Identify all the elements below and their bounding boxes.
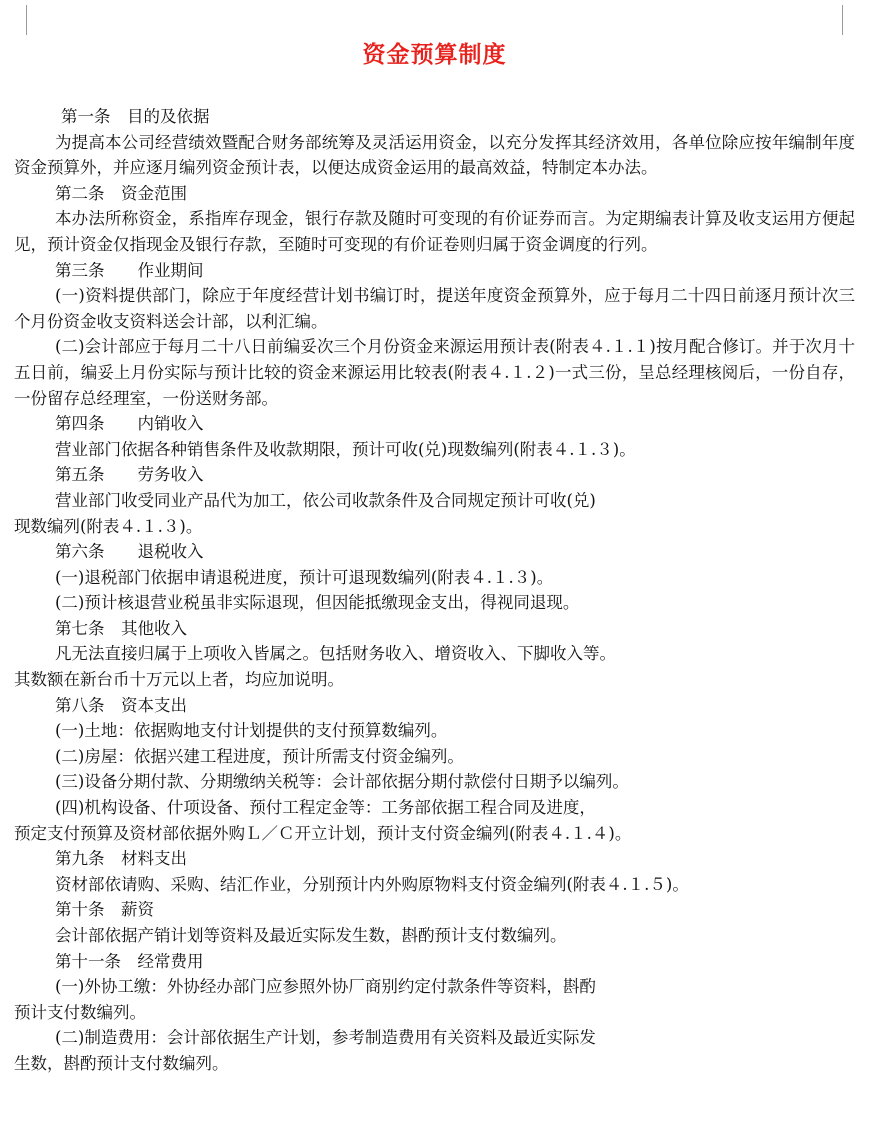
- paragraph: (三)设备分期付款、分期缴纳关税等：会计部依据分期付款偿付日期予以编列。: [55, 772, 629, 792]
- document-title: 资金预算制度: [362, 42, 507, 68]
- paragraph: 凡无法直接归属于上项收入皆属之。包括财务收入、增资收入、下脚收入等。: [55, 644, 616, 664]
- paragraph: 第一条 目的及依据: [61, 107, 210, 126]
- paragraph: 现数编列(附表４.１.３)。: [14, 516, 203, 536]
- paragraph: 第八条 资本支出: [55, 695, 187, 715]
- paragraph: 预定支付预算及资材部依据外购Ｌ／Ｃ开立计划，预计支付资金编列(附表４.１.４)。: [14, 823, 632, 843]
- paragraph: 预计支付数编列。: [14, 1002, 146, 1022]
- paragraph: 资材部依请购、采购、结汇作业，分别预计内外购原物料支付资金编列(附表４.１.５)。: [55, 874, 689, 894]
- paragraph: 第五条 劳务收入: [55, 465, 204, 485]
- paragraph: (二)房屋：依据兴建工程进度，预计所需支付资金编列。: [55, 746, 464, 766]
- paragraph: 其数额在新台币十万元以上者，均应加说明。: [14, 670, 344, 690]
- paragraph: 营业部门收受同业产品代为加工，依公司收款条件及合同规定预计可收(兑): [55, 490, 596, 510]
- paragraph: (二)制造费用：会计部依据生产计划，参考制造费用有关资料及最近实际发: [55, 1028, 596, 1048]
- page-corner-mark-left: [12, 5, 27, 35]
- paragraph: (一)外协工缴：外协经办部门应参照外协厂商别约定付款条件等资料，斟酌: [55, 977, 596, 997]
- paragraph: (二)预计核退营业税虽非实际退现，但因能抵缴现金支出，得视同退现。: [55, 593, 580, 613]
- paragraph: 第九条 材料支出: [55, 849, 187, 869]
- paragraph: 第七条 其他收入: [55, 618, 187, 638]
- paragraph: 第三条 作业期间: [55, 260, 204, 280]
- paragraph: 第二条 资金范围: [55, 183, 187, 203]
- paragraph: 本办法所称资金，系指库存现金，银行存款及随时可变现的有价证券而言。为定期编表计算及收支运用方便起见，预计资金仅指现金及银行存款，至随时可变现的有价证卷则归属于资金调度的行列。: [14, 209, 855, 254]
- paragraph: 第四条 内销收入: [55, 414, 204, 434]
- paragraph: 第六条 退税收入: [55, 542, 204, 562]
- paragraph: (一)资料提供部门，除应于年度经营计划书编订时，提送年度资金预算外，应于每月二十四日前逐月预计次三个月份资金收支资料送会计部，以利汇编。: [14, 286, 855, 331]
- paragraph: (二)会计部应于每月二十八日前编妥次三个月份资金来源运用预计表(附表４.１.１)按月配合修订。并于次月十五日前，编妥上月份实际与预计比较的资金来源运用比较表(附表４.１.２)一式三份，呈总经理核阅后，一份自存，一份留存总经理室，一份送财务部。: [14, 337, 855, 408]
- paragraph: 第十条 薪资: [55, 900, 154, 920]
- paragraph: (一)退税部门依据申请退税进度，预计可退现数编列(附表４.１.３)。: [55, 567, 554, 587]
- paragraph: 为提高本公司经营绩效暨配合财务部统筹及灵活运用资金，以充分发挥其经济效用，各单位除应按年编制年度资金预算外，并应逐月编列资金预计表，以便达成资金运用的最高效益，特制定本办法。: [14, 132, 855, 178]
- paragraph: (一)土地：依据购地支付计划提供的支付预算数编列。: [55, 721, 448, 741]
- paragraph: 营业部门依据各种销售条件及收款期限，预计可收(兑)现数编列(附表４.１.３)。: [55, 439, 636, 459]
- paragraph: 第十一条 经常费用: [55, 951, 204, 971]
- paragraph: 会计部依据产销计划等资料及最近实际发生数，斟酌预计支付数编列。: [55, 926, 567, 945]
- paragraph: (四)机构设备、什项设备、预付工程定金等：工务部依据工程合同及进度，: [55, 798, 596, 818]
- page-corner-mark-right: [842, 5, 857, 35]
- document-body: [14, 104, 855, 1077]
- paragraph: 生数，斟酌预计支付数编列。: [14, 1053, 229, 1073]
